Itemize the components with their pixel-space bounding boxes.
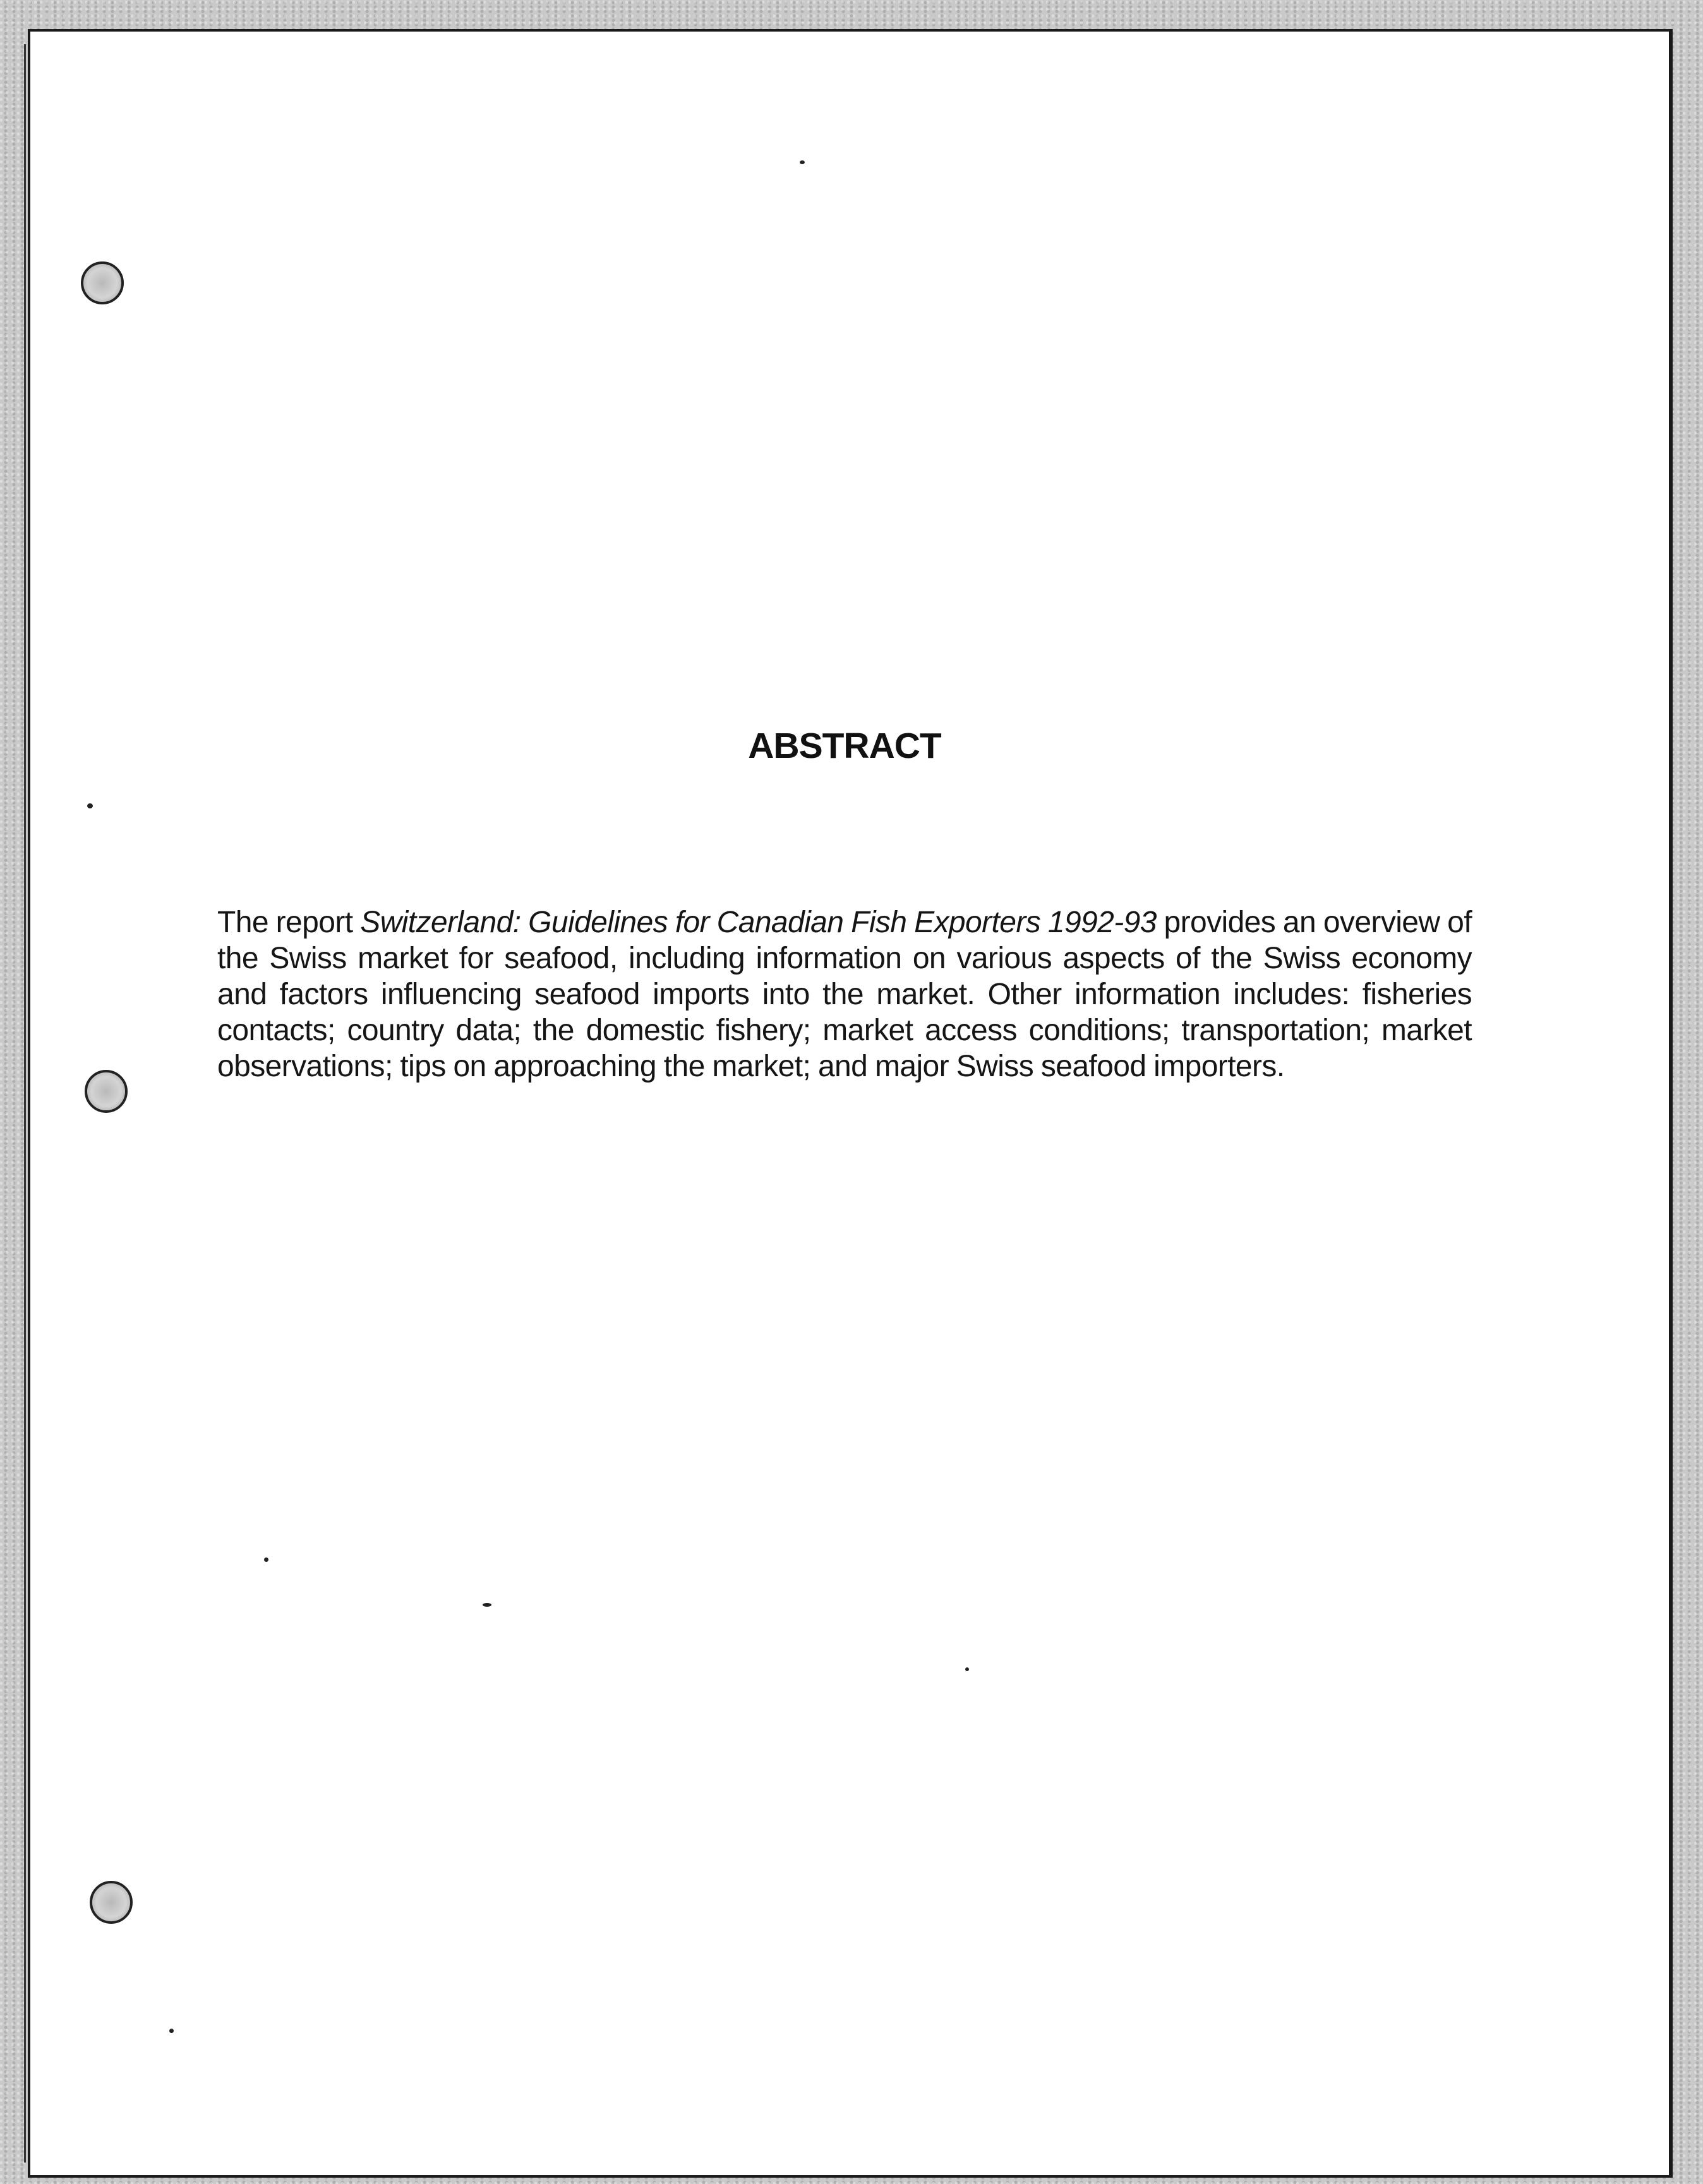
abstract-heading: ABSTRACT <box>748 726 941 766</box>
scan-speck <box>800 160 805 164</box>
punch-hole-bottom <box>90 1881 133 1924</box>
scan-speck <box>169 2029 174 2033</box>
scan-speck <box>264 1557 268 1562</box>
report-title: Switzerland: Guidelines for Canadian Fish Exporters 1992-93 <box>360 906 1157 939</box>
abstract-intro-text: The report <box>217 906 361 939</box>
scan-speck <box>483 1603 491 1607</box>
abstract-continuation-text: provides an overview of the Swiss market for seafood, including information on various aspects of the Swiss economy and factors influencing seafood imports into the market. Other information includes: fisheries contacts; country data; the domestic fishery; market access conditions; transportation; market observations; tips on approaching the market; and major Swiss seafood importers. <box>217 906 1472 1083</box>
scan-speck <box>87 803 93 808</box>
binding-edge <box>24 44 32 2163</box>
punch-hole-top <box>81 261 124 304</box>
punch-hole-middle <box>85 1070 128 1113</box>
scan-speck <box>965 1667 969 1671</box>
document-page <box>28 29 1673 2178</box>
abstract-paragraph <box>217 904 1472 1084</box>
